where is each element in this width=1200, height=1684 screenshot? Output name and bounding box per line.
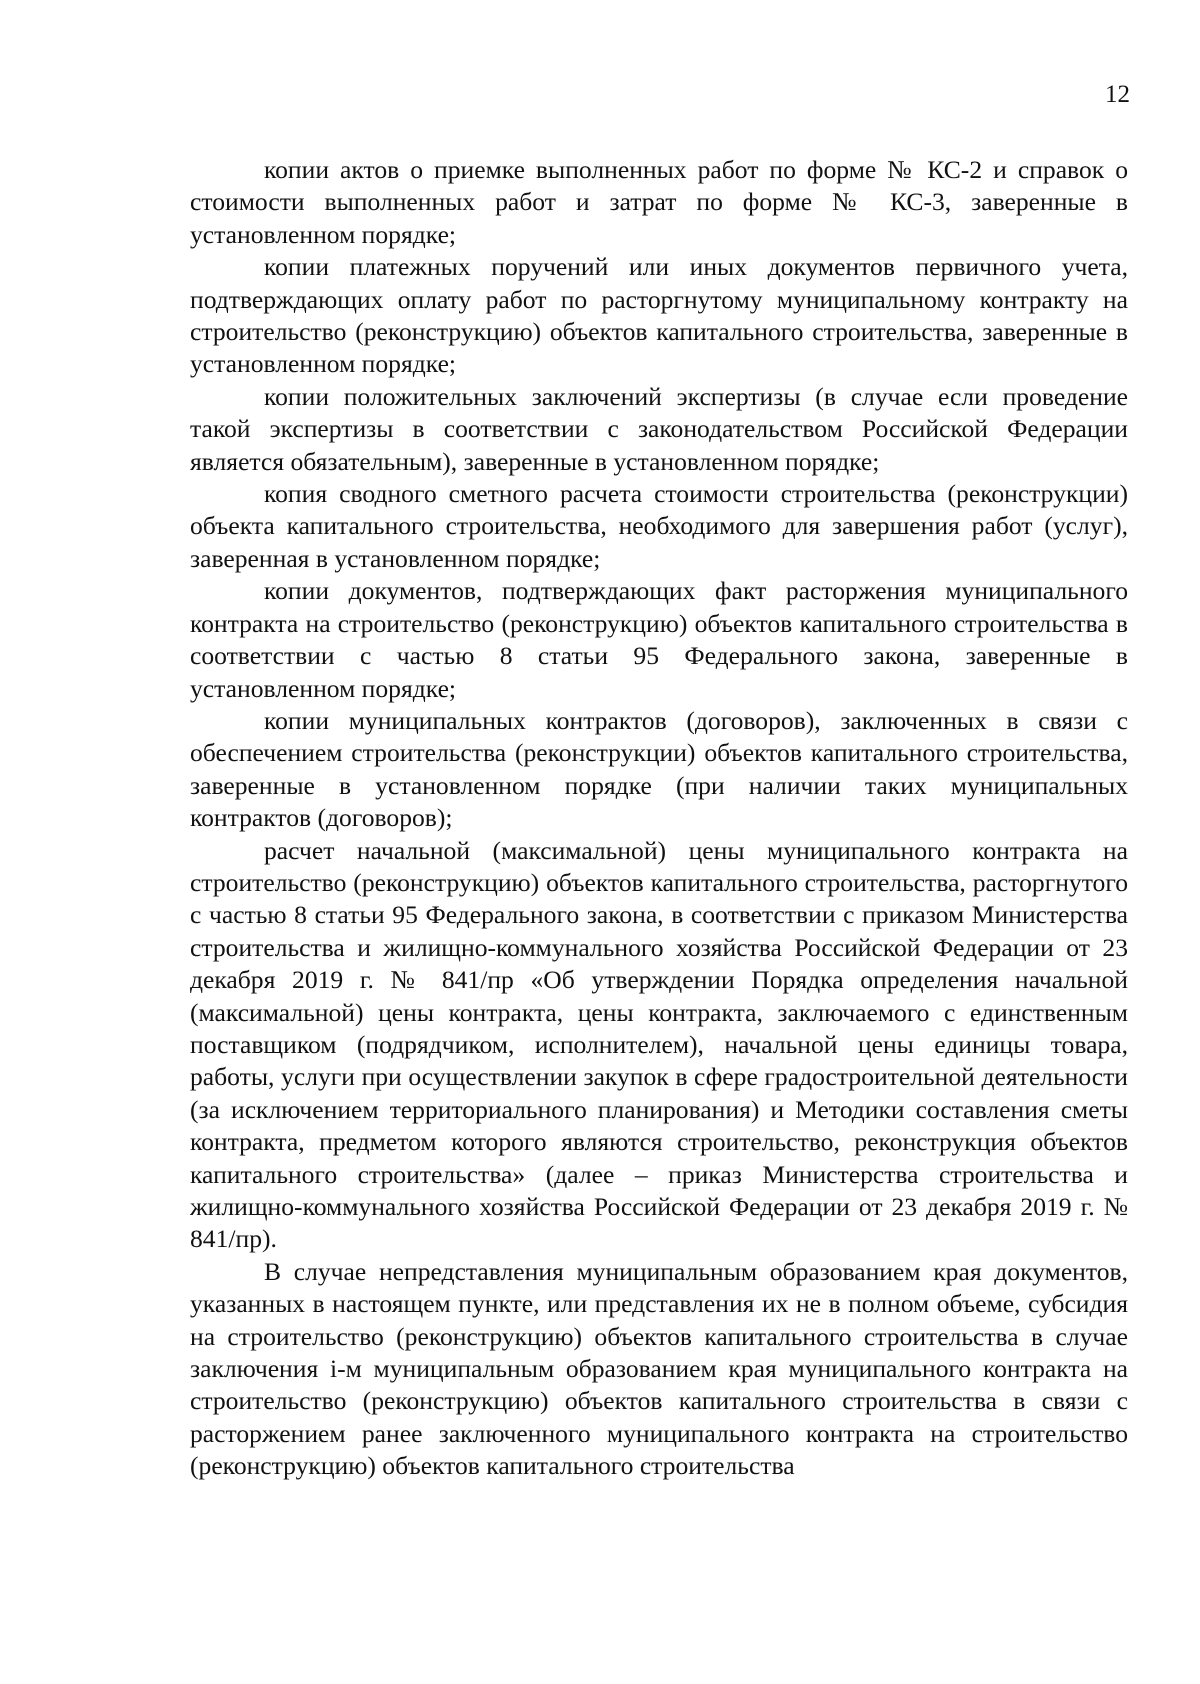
paragraph-municipal-contracts: копии муниципальных контрактов (договоров), заключенных в связи с обеспечением строительства (реконструкции) объектов капитального строительства, заверенные в установленном порядке (при наличии таких муниципальных контрактов (договоров); xyxy=(190,705,1128,833)
page-number: 12 xyxy=(1105,81,1130,108)
paragraph-expertise-conclusions: копии положительных заключений экспертизы (в случае если проведение такой экспертизы в соответствии с законодательством Российской Федерации является обязательным), заверенные в установленном порядке; xyxy=(190,381,1128,476)
paragraph-ks2-ks3-copies: копии актов о приемке выполненных работ по форме № КС-2 и справок о стоимости выполненных работ и затрат по форме № КС-3, заверенные в установленном порядке; xyxy=(190,155,1128,249)
paragraph-termination-documents: копии документов, подтверждающих факт расторжения муниципального контракта на строительство (реконструкцию) объектов капитального строительства в соответствии с частью 8 статьи 95 Федерального закона, заверенные в установленном порядке; xyxy=(190,576,1128,703)
paragraph-non-submission: В случае непредставления муниципальным образованием края документов, указанных в настоящем пункте, или представления их не в полном объеме, субсидия на строительство (реконструкцию) объектов капитального строительства в случае заключения i-м муниципальным образованием края муниципального контракта на строительство (реконструкцию) объектов капитального строительства в связи с расторжением ранее заключенного муниципального контракта на строительство (реконструкцию) объектов капитального строительства xyxy=(190,1256,1128,1481)
paragraph-estimate-copy: копия сводного сметного расчета стоимости строительства (реконструкции) объекта капитального строительства, необходимого для завершения работ (услуг), заверенная в установленном порядке; xyxy=(190,479,1128,573)
paragraph-price-calculation: расчет начальной (максимальной) цены муниципального контракта на строительство (реконструкцию) объектов капитального строительства, расторгнутого с частью 8 статьи 95 Федерального закона, в соответствии с приказом Министерства строительства и жилищно-коммунального хозяйства Российской Федерации от 23 декабря 2019 г. № 841/пр «Об утверждении Порядка определения начальной (максимальной) цены контракта, цены контракта, заключаемого с единственным поставщиком (подрядчиком, исполнителем), начальной цены единицы товара, работы, услуги при осуществлении закупок в сфере градостроительной деятельности (за исключением территориального планирования) и Методики составления сметы контракта, предметом которого являются строительство, реконструкция объектов капитального строительства» (далее – приказ Министерства строительства и жилищно-коммунального хозяйства Российской Федерации от 23 декабря 2019 г. № 841/пр). xyxy=(190,835,1128,1254)
document-body xyxy=(190,154,1128,1483)
paragraph-payment-orders: копии платежных поручений или иных документов первичного учета, подтверждающих оплату работ по расторгнутому муниципальному контракту на строительство (реконструкцию) объектов капитального строительства, заверенные в установленном порядке; xyxy=(190,252,1128,379)
